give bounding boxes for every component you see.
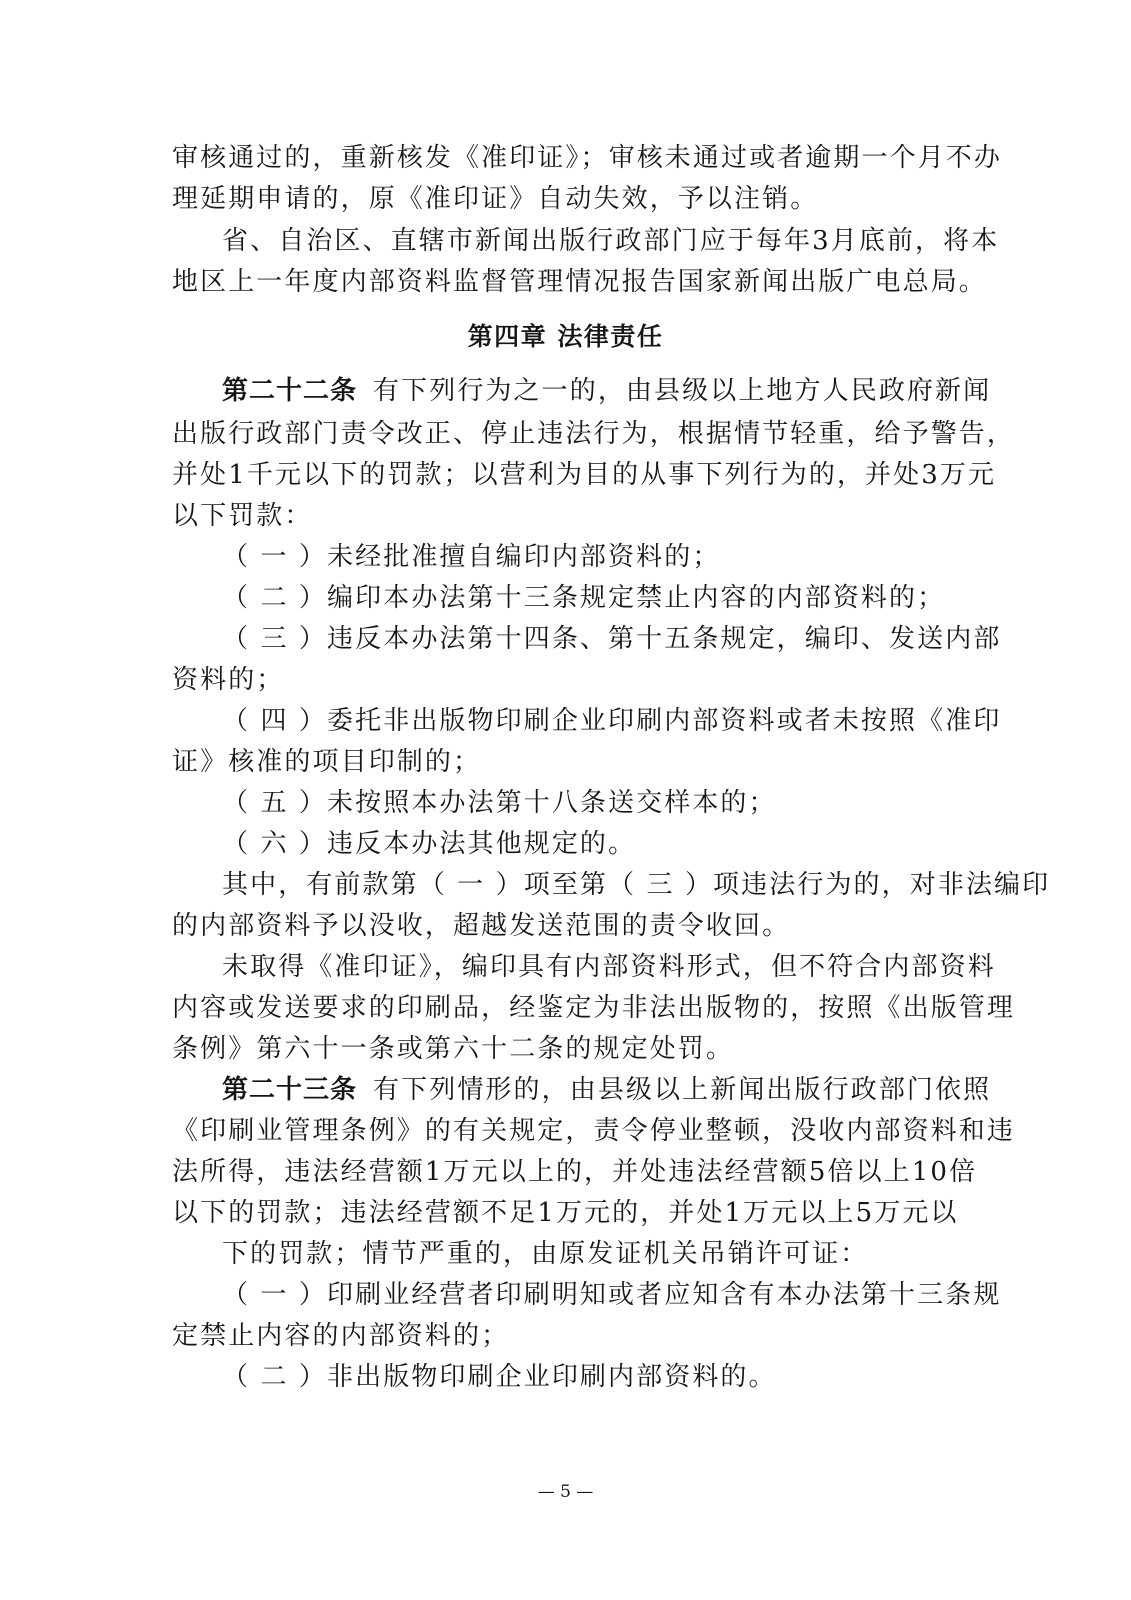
article-22-text: 有下列行为之一的，由县级以上地方人民政府新闻 [373,376,992,406]
text-line: 审核通过的，重新核发《准印证》；审核未通过或者逾期一个月不办 [172,143,1003,173]
text-line: 法所得，违法经营额1万元以上的，并处违法经营额5倍以上10倍 [172,1157,978,1187]
text-line: 出版行政部门责令改正、停止违法行为，根据情节轻重，给予警告， [172,419,1016,449]
list-item: （ 二 ）非出版物印刷企业印刷内部资料的。 [222,1362,777,1392]
text-line: 并处1千元以下的罚款；以营利为目的从事下列行为的，并处3万元 [172,460,997,490]
text-line: 下的罚款；情节严重的，由原发证机关吊销许可证： [222,1239,869,1269]
list-item: （ 三 ）违反本办法第十四条、第十五条规定，编印、发送内部 [222,624,1002,654]
list-item: （ 二 ）编印本办法第十三条规定禁止内容的内部资料的； [222,583,946,613]
text-line: 以下的罚款；违法经营额不足1万元的，并处1万元以上5万元以 [172,1198,959,1228]
list-item-cont: 证》核准的项目印制的； [172,747,482,777]
list-item-cont: 资料的； [172,665,285,695]
article-23-text: 有下列情形的，由县级以上新闻出版行政部门依照 [373,1075,992,1105]
text-line: 条例》第六十一条或第六十二条的规定处罚。 [172,1034,735,1064]
text-line: 其中，有前款第（ 一 ）项至第（ 三 ）项违法行为的，对非法编印 [222,870,1051,900]
chapter-heading: 第四章 法律责任 [467,322,664,351]
list-item: （ 四 ）委托非出版物印刷企业印刷内部资料或者未按照《准印 [222,706,1002,736]
text-line: 内容或发送要求的印刷品，经鉴定为非法出版物的，按照《出版管理 [172,993,1016,1023]
article-22-first-line [222,371,992,411]
list-item: （ 一 ）未经批准擅自编印内部资料的； [222,542,721,572]
page-number: — 5 — [537,1482,594,1502]
text-line: 省、自治区、直辖市新闻出版行政部门应于每年3月底前，将本 [222,226,1000,256]
text-line: 地区上一年度内部资料监督管理情况报告国家新闻出版广电总局。 [172,267,987,297]
text-line: 未取得《准印证》，编印具有内部资料形式，但不符合内部资料 [222,952,996,982]
list-item: （ 一 ）印刷业经营者印刷明知或者应知含有本办法第十三条规 [222,1280,1002,1310]
list-item: （ 六 ）违反本办法其他规定的。 [222,829,637,859]
text-line: 以下罚款： [172,501,313,531]
list-item: （ 五 ）未按照本办法第十八条送交样本的； [222,788,777,818]
text-line: 理延期申请的，原《准印证》自动失效，予以注销。 [172,184,819,214]
list-item-cont: 定禁止内容的内部资料的； [172,1321,510,1351]
text-line: 的内部资料予以没收，超越发送范围的责令收回。 [172,911,791,941]
text-line: 《印刷业管理条例》的有关规定，责令停业整顿，没收内部资料和违 [172,1116,1016,1146]
article-23-label: 第二十三条 [222,1075,358,1105]
article-22-label: 第二十二条 [222,376,358,406]
article-23-first-line [222,1070,992,1110]
